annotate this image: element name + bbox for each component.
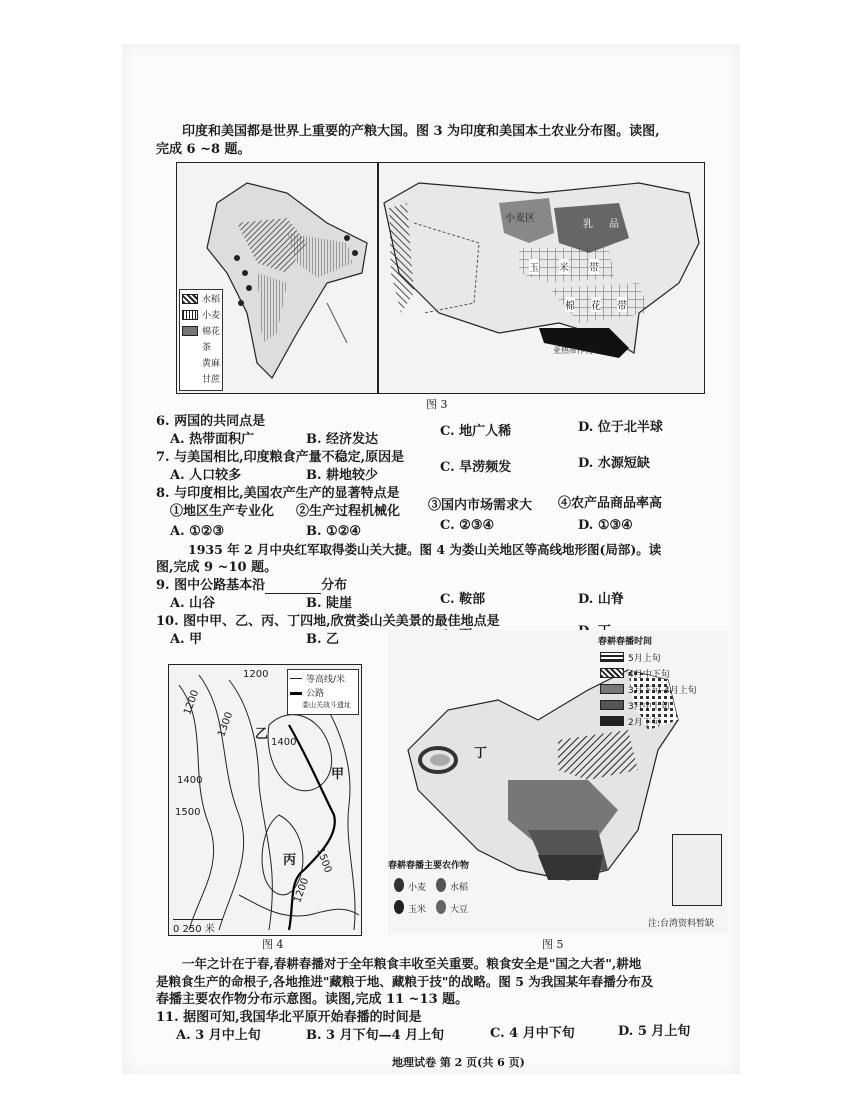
sowing-time-title: 春耕春播时间 [598, 637, 653, 647]
q10-option-b: B. 乙 [306, 632, 340, 647]
sowing-time-legend [598, 634, 722, 738]
sowing-time-march-april: 3月下旬-4月上旬 [628, 686, 697, 696]
intro3-line-2: 是粮食生产的命根子,各地推进"藏粮于地、藏粮于技"的战略。图 5 为我国某年春播分布及 [156, 974, 654, 989]
swatch-rice [182, 294, 198, 304]
india-legend-jute: 黄麻 [202, 359, 221, 369]
taiwan-note: 注:台湾资料暂缺 [648, 919, 715, 929]
q6-option-c: C. 地广人稀 [440, 424, 512, 439]
fig3-caption: 图 3 [426, 398, 448, 411]
us-label-corn-1: 玉 [529, 259, 539, 274]
swatch-march-april [600, 684, 624, 694]
india-legend-tea: 茶 [202, 343, 212, 353]
us-label-corn-3: 带 [589, 259, 599, 274]
point-bing: 丙 [283, 853, 297, 868]
q9-option-c: C. 鞍部 [440, 592, 486, 607]
usa-map [378, 162, 705, 394]
crop-soybean: 大豆 [450, 905, 469, 915]
q8-stem: 8. 与印度相比,美国农产生产的显著特点是 [156, 486, 400, 501]
q8-option-c: C. ②③④ [440, 518, 495, 533]
corn-icon [394, 900, 404, 914]
contour-legend-road: 公路 [306, 689, 325, 699]
contour-label-1400-left: 1400 [177, 775, 203, 786]
q9-blank [265, 581, 321, 594]
q9-stem [156, 578, 347, 594]
swatch-may-early [600, 652, 624, 662]
q8-option-d: D. ①③④ [578, 518, 633, 533]
q11-stem: 11. 据图可知,我国华北平原开始春播的时间是 [156, 1010, 422, 1025]
sowing-time-april-late: 4月中下旬 [628, 670, 670, 680]
contour-label-1500-left: 1500 [175, 807, 201, 818]
q7-stem: 7. 与美国相比,印度粮食产量不稳定,原因是 [156, 450, 405, 465]
india-legend-sugarcane: 甘蔗 [202, 375, 221, 385]
point-ding: 丁 [474, 746, 488, 761]
q9-stem-b: 分布 [321, 578, 348, 593]
crop-wheat: 小麦 [408, 883, 427, 893]
swatch-april-late [600, 668, 624, 678]
us-label-subtropical: 亚热带作物带 [553, 346, 601, 355]
rice-icon [436, 878, 446, 892]
intro-line-2: 完成 6 ~8 题。 [156, 142, 251, 157]
q10-option-a: A. 甲 [170, 632, 203, 647]
swatch-feb-late [600, 716, 624, 726]
q7-option-d: D. 水源短缺 [578, 456, 650, 471]
q9-option-d: D. 山脊 [578, 592, 624, 607]
q11-option-a: A. 3 月中上旬 [176, 1028, 261, 1043]
q6-option-a: A. 热带面积广 [170, 432, 255, 447]
q11-option-b: B. 3 月下旬—4 月上旬 [306, 1028, 445, 1043]
crop-corn: 玉米 [408, 905, 427, 915]
swatch-march-early [600, 700, 624, 710]
sowing-time-may-early: 5月上旬 [628, 654, 661, 664]
fig5-caption: 图 5 [542, 938, 564, 951]
intro2-line-2: 图,完成 9 ~10 题。 [156, 560, 278, 575]
contour-label-1200-top: 1200 [243, 669, 269, 680]
q11-option-c: C. 4 月中下旬 [490, 1026, 575, 1041]
q10-stem: 10. 图中甲、乙、丙、丁四地,欣赏娄山关美景的最佳地点是 [156, 614, 500, 629]
swatch-wheat [182, 310, 198, 320]
contour-legend [287, 669, 359, 715]
usa-map-drawing [379, 163, 704, 393]
q6-option-d: D. 位于北半球 [578, 420, 663, 435]
contour-label-1200-left: 1200 [182, 688, 202, 717]
q9-option-a: A. 山谷 [170, 596, 216, 611]
contour-label-1200-bottom: 1200 [292, 876, 312, 905]
south-china-sea-inset [672, 834, 722, 906]
q7-option-b: B. 耕地较少 [306, 468, 379, 483]
contour-legend-isoline: 等高线/米 [306, 675, 346, 685]
soybean-icon [436, 900, 446, 914]
q9-option-b: B. 陡崖 [306, 596, 353, 611]
us-label-cotton-1: 棉 [565, 297, 575, 312]
swatch-cotton [182, 326, 198, 336]
sowing-time-march-early: 3月中上旬 [628, 702, 670, 712]
us-label-cotton-2: 花 [591, 297, 601, 312]
q9-stem-a: 9. 图中公路基本沿 [156, 578, 266, 593]
point-jia: 甲 [331, 767, 345, 782]
india-legend-cotton: 棉花 [202, 327, 221, 337]
q6-option-b: B. 经济发达 [306, 432, 379, 447]
isoline-swatch [290, 678, 302, 679]
q6-stem: 6. 两国的共同点是 [156, 414, 266, 429]
q8-item-3: ③国内市场需求大 [428, 498, 533, 513]
q8-item-4: ④农产品商品率高 [558, 496, 663, 511]
contour-map [168, 664, 362, 936]
q8-option-b: B. ①②④ [306, 524, 362, 539]
q8-option-a: A. ①②③ [170, 524, 225, 539]
india-legend-wheat: 小麦 [202, 311, 221, 321]
page-footer: 地理试卷 第 2 页(共 6 页) [392, 1056, 525, 1069]
point-yi: 乙 [255, 727, 269, 742]
us-label-corn-2: 米 [559, 259, 569, 274]
india-legend [179, 289, 223, 391]
intro3-line-1: 一年之计在于春,春耕春播对于全年粮食丰收至关重要。粮食安全是"国之大者",耕地 [182, 956, 642, 971]
q7-option-c: C. 旱涝频发 [440, 460, 512, 475]
contour-label-1500-right: 1500 [314, 846, 334, 875]
fig4-caption: 图 4 [262, 938, 284, 951]
road-swatch [290, 692, 302, 695]
contour-label-1300: 1300 [216, 710, 236, 739]
us-label-dairy-2: 品 [609, 219, 619, 230]
sowing-time-feb-late: 2月下旬 [628, 718, 661, 728]
wheat-icon [394, 878, 404, 892]
q8-item-1: ①地区生产专业化 [170, 504, 275, 519]
us-label-cotton-3: 带 [617, 297, 627, 312]
crops-legend-title: 春耕春播主要农作物 [388, 861, 470, 871]
china-sowing-map [388, 630, 728, 934]
intro2-line-1: 1935 年 2 月中央红军取得娄山关大捷。图 4 为娄山关地区等高线地形图(局部)。读 [188, 542, 662, 557]
contour-legend-battle-site: 娄山关战斗遗址 [302, 701, 351, 709]
us-label-spring-wheat: 小麦区 [505, 213, 535, 224]
intro-line-1: 印度和美国都是世界上重要的产粮大国。图 3 为印度和美国本土农业分布图。读图, [182, 124, 660, 139]
crop-rice: 水稻 [450, 883, 469, 893]
india-legend-rice: 水稻 [202, 295, 221, 305]
scale-bar: 0 250 米 [173, 919, 223, 935]
q7-option-a: A. 人口较多 [170, 468, 242, 483]
contour-label-1400-top: 1400 [271, 737, 297, 748]
q8-item-2: ②生产过程机械化 [296, 504, 401, 519]
exam-sheet [122, 44, 740, 1074]
india-map [176, 162, 378, 394]
intro3-line-3: 春播主要农作物分布示意图。读图,完成 11 ~13 题。 [156, 992, 469, 1007]
q11-option-d: D. 5 月上旬 [618, 1024, 691, 1039]
us-label-dairy-1: 乳 [583, 219, 593, 230]
